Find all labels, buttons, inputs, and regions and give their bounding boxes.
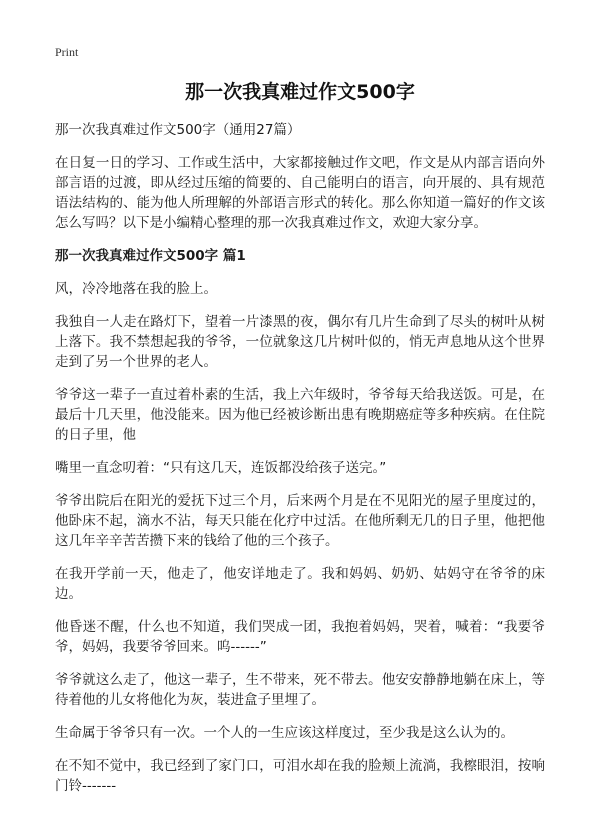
intro-paragraph: 在日复一日的学习、工作或生活中，大家都接触过作文吧，作文是从内部言语向外部言语的过渡，即从经过压缩的简要的、自己能明白的语言，向开展的、具有规范语法结构的、能为他人所理解的外部语言形式的转化。那么你知道一篇好的作文该怎么写吗？以下是小编精心整理的那一次我真难过作文，欢迎大家分享。: [55, 155, 545, 231]
body-paragraph: 我独自一人走在路灯下，望着一片漆黑的夜，偶尔有几片生命到了尽头的树叶从树上落下。我不禁想起我的爷爷，一位就象这几片树叶似的，悄无声息地从这个世界走到了另一个世界的老人。: [55, 314, 545, 370]
print-label[interactable]: Print: [55, 45, 79, 59]
body-paragraph: 他昏迷不醒，什么也不知道，我们哭成一团，我抱着妈妈，哭着，喊着：“我要爷爷，妈妈，我要爷爷回来。呜------”: [55, 619, 545, 655]
body-paragraph: 在我开学前一天，他走了，他安详地走了。我和妈妈、奶奶、姑妈守在爷爷的床边。: [55, 566, 545, 602]
body-paragraph: 风，冷冷地落在我的脸上。: [55, 281, 217, 297]
document-title: 那一次我真难过作文500字: [185, 81, 415, 103]
section-heading: 那一次我真难过作文500字 篇1: [55, 248, 246, 264]
body-paragraph: 嘴里一直念叨着：“只有这几天，连饭都没给孩子送完。”: [55, 460, 387, 476]
body-paragraph: 爷爷就这么走了，他这一辈子，生不带来，死不带去。他安安静静地躺在床上，等待着他的儿女将他化为灰，装进盒子里埋了。: [55, 672, 545, 708]
body-paragraph: 在不知不觉中，我已经到了家门口，可泪水却在我的脸颊上流淌，我檫眼泪，按响门铃-------: [55, 758, 545, 794]
document-subtitle: 那一次我真难过作文500字（通用27篇）: [55, 122, 301, 138]
body-paragraph: 爷爷出院后在阳光的爱抚下过三个月，后来两个月是在不见阳光的屋子里度过的，他卧床不起，滴水不沾，每天只能在化疗中过活。在他所剩无几的日子里，他把他这几年辛辛苦苦攒下来的钱给了他的三个孩子。: [55, 493, 545, 549]
body-paragraph: 生命属于爷爷只有一次。一个人的一生应该这样度过，至少我是这么认为的。: [55, 725, 514, 741]
body-paragraph: 爷爷这一辈子一直过着朴素的生活，我上六年级时，爷爷每天给我送饭。可是，在最后十几天里，他没能来。因为他已经被诊断出患有晚期癌症等多种疾病。在住院的日子里，他: [55, 387, 545, 443]
